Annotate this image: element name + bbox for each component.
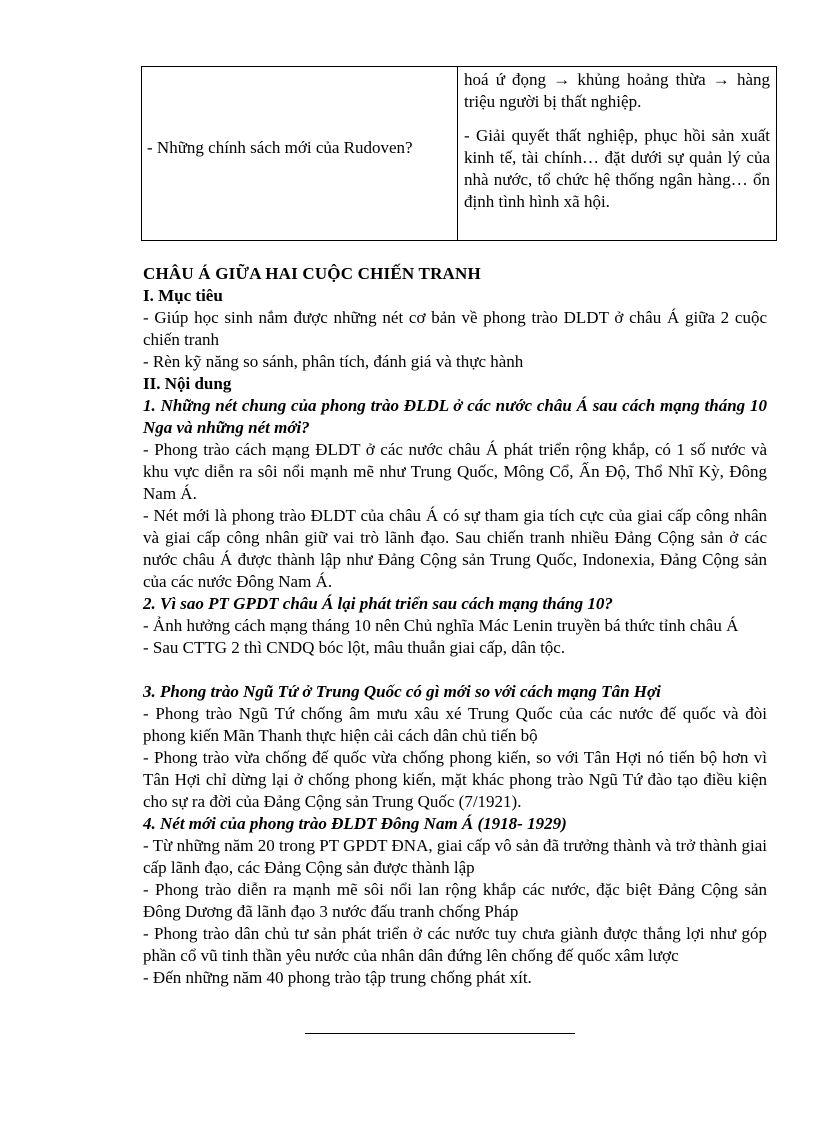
paragraph: - Đến những năm 40 phong trào tập trung chống phát xít. (143, 968, 532, 987)
section-heading-objectives: I. Mục tiêu (143, 286, 223, 305)
paragraph: - Phong trào vừa chống đế quốc vừa chống phong kiến, so với Tân Hợi nó tiến bộ hơn vì Tân Hợi chỉ dừng lại ở chống phong kiến, mặt khác phong trào Ngũ Tứ đào tạo điều kiện cho sự ra đời của Đảng Cộng sản Trung Quốc (7/1921). (143, 748, 767, 811)
table-right-text-1: hoá ứ đọng → khủng hoảng thừa → hàng triệu người bị thất nghiệp. (464, 70, 770, 111)
paragraph: - Sau CTTG 2 thì CNDQ bóc lột, mâu thuẫn giai cấp, dân tộc. (143, 638, 566, 657)
paragraph: - Phong trào cách mạng ĐLDT ở các nước châu Á phát triển rộng khắp, có 1 số nước và khu vực diễn ra sôi nổi mạnh mẽ như Trung Quốc, Mông Cổ, Ấn Độ, Thổ Nhĩ Kỳ, Đông Nam Á. (143, 440, 767, 503)
blank-line (143, 659, 767, 681)
paragraph: - Phong trào diễn ra mạnh mẽ sôi nổi lan rộng khắp các nước, đặc biệt Đảng Cộng sản Đông Dương đã lãnh đạo 3 nước đấu tranh chống Pháp (143, 880, 767, 921)
end-divider (305, 1033, 575, 1034)
question-heading-4: 4. Nét mới của phong trào ĐLDT Đông Nam Á (1918- 1929) (143, 814, 567, 833)
table-left-text: - Những chính sách mới của Rudoven? (147, 137, 413, 157)
question-heading-2: 2. Vì sao PT GPDT châu Á lại phát triển sau cách mạng tháng 10? (143, 594, 613, 613)
objective-item: - Rèn kỹ năng so sánh, phân tích, đánh giá và thực hành (143, 352, 524, 371)
paragraph: - Phong trào Ngũ Tứ chống âm mưu xâu xé Trung Quốc của các nước đế quốc và đòi phong kiến Mãn Thanh thực hiện cải cách dân chủ tiến bộ (143, 704, 767, 745)
objective-item: - Giúp học sinh nắm được những nét cơ bản về phong trào DLDT ở châu Á giữa 2 cuộc chiến tranh (143, 308, 767, 349)
paragraph: - Phong trào dân chủ tư sản phát triển ở các nước tuy chưa giành được thắng lợi như góp phần cổ vũ tinh thần yêu nước của nhân dân đứng lên chống đế quốc xâm lược (143, 924, 767, 965)
question-heading-3: 3. Phong trào Ngũ Tứ ở Trung Quốc có gì mới so với cách mạng Tân Hợi (143, 682, 661, 701)
document-body (143, 263, 767, 989)
table-right-cell (458, 67, 776, 240)
policy-table (141, 66, 777, 241)
table-left-cell (142, 67, 458, 240)
section-heading-content: II. Nội dung (143, 374, 232, 393)
paragraph: - Nét mới là phong trào ĐLDT của châu Á có sự tham gia tích cực của giai cấp công nhân và giai cấp công nhân giữ vai trò lãnh đạo. Sau chiến tranh nhiều Đảng Cộng sản ở các nước châu Á được thành lập như Đảng Cộng sản Trung Quốc, Indonexia, Đảng Cộng sản của các nước Đông Nam Á. (143, 506, 767, 591)
paragraph: - Từ những năm 20 trong PT GPDT ĐNA, giai cấp vô sản đã trưởng thành và trở thành giai cấp lãnh đạo, các Đảng Cộng sản được thành lập (143, 836, 767, 877)
document-title: CHÂU Á GIỮA HAI CUỘC CHIẾN TRANH (143, 264, 481, 283)
table-right-text-2: - Giải quyết thất nghiệp, phục hồi sản xuất kinh tế, tài chính… đặt dưới sự quản lý của nhà nước, tổ chức hệ thống ngân hàng… ổn định tình hình xã hội. (464, 126, 770, 211)
question-heading-1: 1. Những nét chung của phong trào ĐLDL ở các nước châu Á sau cách mạng tháng 10 Nga và những nét mới? (143, 396, 767, 437)
paragraph: - Ảnh hưởng cách mạng tháng 10 nên Chủ nghĩa Mác Lenin truyền bá thức tỉnh châu Á (143, 616, 739, 635)
